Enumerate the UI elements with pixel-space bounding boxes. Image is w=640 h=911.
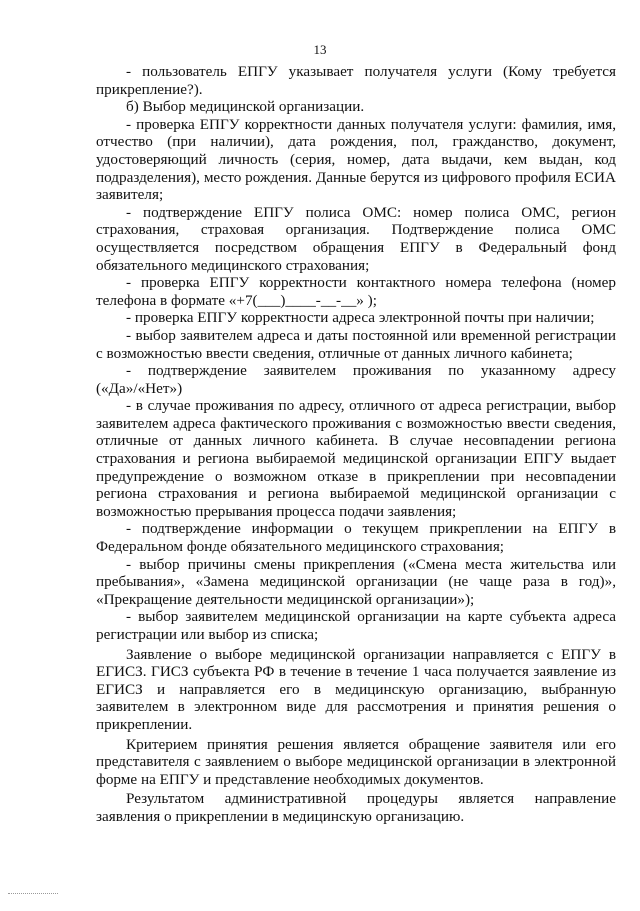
paragraph-decision-criterion: Критерием принятия решения является обращение заявителя или его представителя с заявлением о выборе медицинской организации в электронной форме на ЕПГУ и представление необходимых документов. bbox=[96, 735, 616, 788]
footer-dotted-mark bbox=[8, 893, 58, 894]
page-number: 13 bbox=[313, 42, 327, 57]
document-body bbox=[96, 63, 616, 826]
paragraph-phone-check: - проверка ЕПГУ корректности контактного номера телефона (номер телефона в формате «+7(___)____-__-__» ); bbox=[96, 274, 616, 309]
paragraph-oms-policy-confirmation: - подтверждение ЕПГУ полиса ОМС: номер полиса ОМС, регион страхования, страховая организация. Подтверждение полиса ОМС осуществляется посредством обращения ЕПГУ в Федеральный фонд обязательного медицинского страхования; bbox=[96, 203, 616, 274]
paragraph-procedure-result: Результатом административной процедуры является направление заявления о прикреплении в медицинскую организацию. bbox=[96, 790, 616, 825]
paragraph-registration-address: - выбор заявителем адреса и даты постоянной или временной регистрации с возможностью ввести сведения, отличные от данных личного кабинета; bbox=[96, 326, 616, 362]
paragraph-change-reason: - выбор причины смены прикрепления («Смена места жительства или пребывания», «Замена медицинской организации (не чаще раза в год)», «Прекращение деятельности медицинской организации»); bbox=[96, 555, 616, 608]
paragraph-mo-map-selection: - выбор заявителем медицинской организации на карте субъекта адреса регистрации или выбор из списка; bbox=[96, 608, 616, 643]
paragraph-email-check: - проверка ЕПГУ корректности адреса электронной почты при наличии; bbox=[126, 309, 595, 327]
paragraph-application-routing: Заявление о выборе медицинской организации направляется с ЕПГУ в ЕГИСЗ. ГИСЗ субъекта РФ в течение в течение 1 часа получается заявление из ЕГИСЗ и направляется его в медицинскую организацию, выбранную заявителем в электронном виде для рассмотрения и принятия решения о прикреплении. bbox=[96, 645, 616, 733]
paragraph-mo-selection-heading: б) Выбор медицинской организации. bbox=[126, 98, 365, 116]
paragraph-residence-confirmation: - подтверждение заявителем проживания по указанному адресу («Да»/«Нет») bbox=[96, 362, 616, 397]
paragraph-actual-residence: - в случае проживания по адресу, отличного от адреса регистрации, выбор заявителем адреса фактического проживания с возможностью ввести сведения, отличные от данных личного кабинета. В случае несовпадении региона страхования и региона выбираемой медицинской организации ЕПГУ выдает предупреждение о возможном отказе в прикреплении при несовпадении региона страхования и региона выбираемой медицинской организации с возможностью прерывания процесса подачи заявления; bbox=[96, 397, 616, 520]
paragraph-recipient-data-check: - проверка ЕПГУ корректности данных получателя услуги: фамилия, имя, отчество (при наличии), дата рождения, пол, гражданство, документ, удостоверяющий личность (серия, номер, дата выдачи, кем выдан, код подразделения), место рождения. Данные берутся из цифрового профиля ЕСИА заявителя; bbox=[96, 115, 616, 204]
paragraph-epgu-recipient: - пользователь ЕПГУ указывает получателя услуги (Кому требуется прикрепление?). bbox=[96, 63, 616, 98]
paragraph-current-attachment: - подтверждение информации о текущем прикреплении на ЕПГУ в Федеральном фонде обязательного медицинского страхования; bbox=[96, 520, 616, 556]
